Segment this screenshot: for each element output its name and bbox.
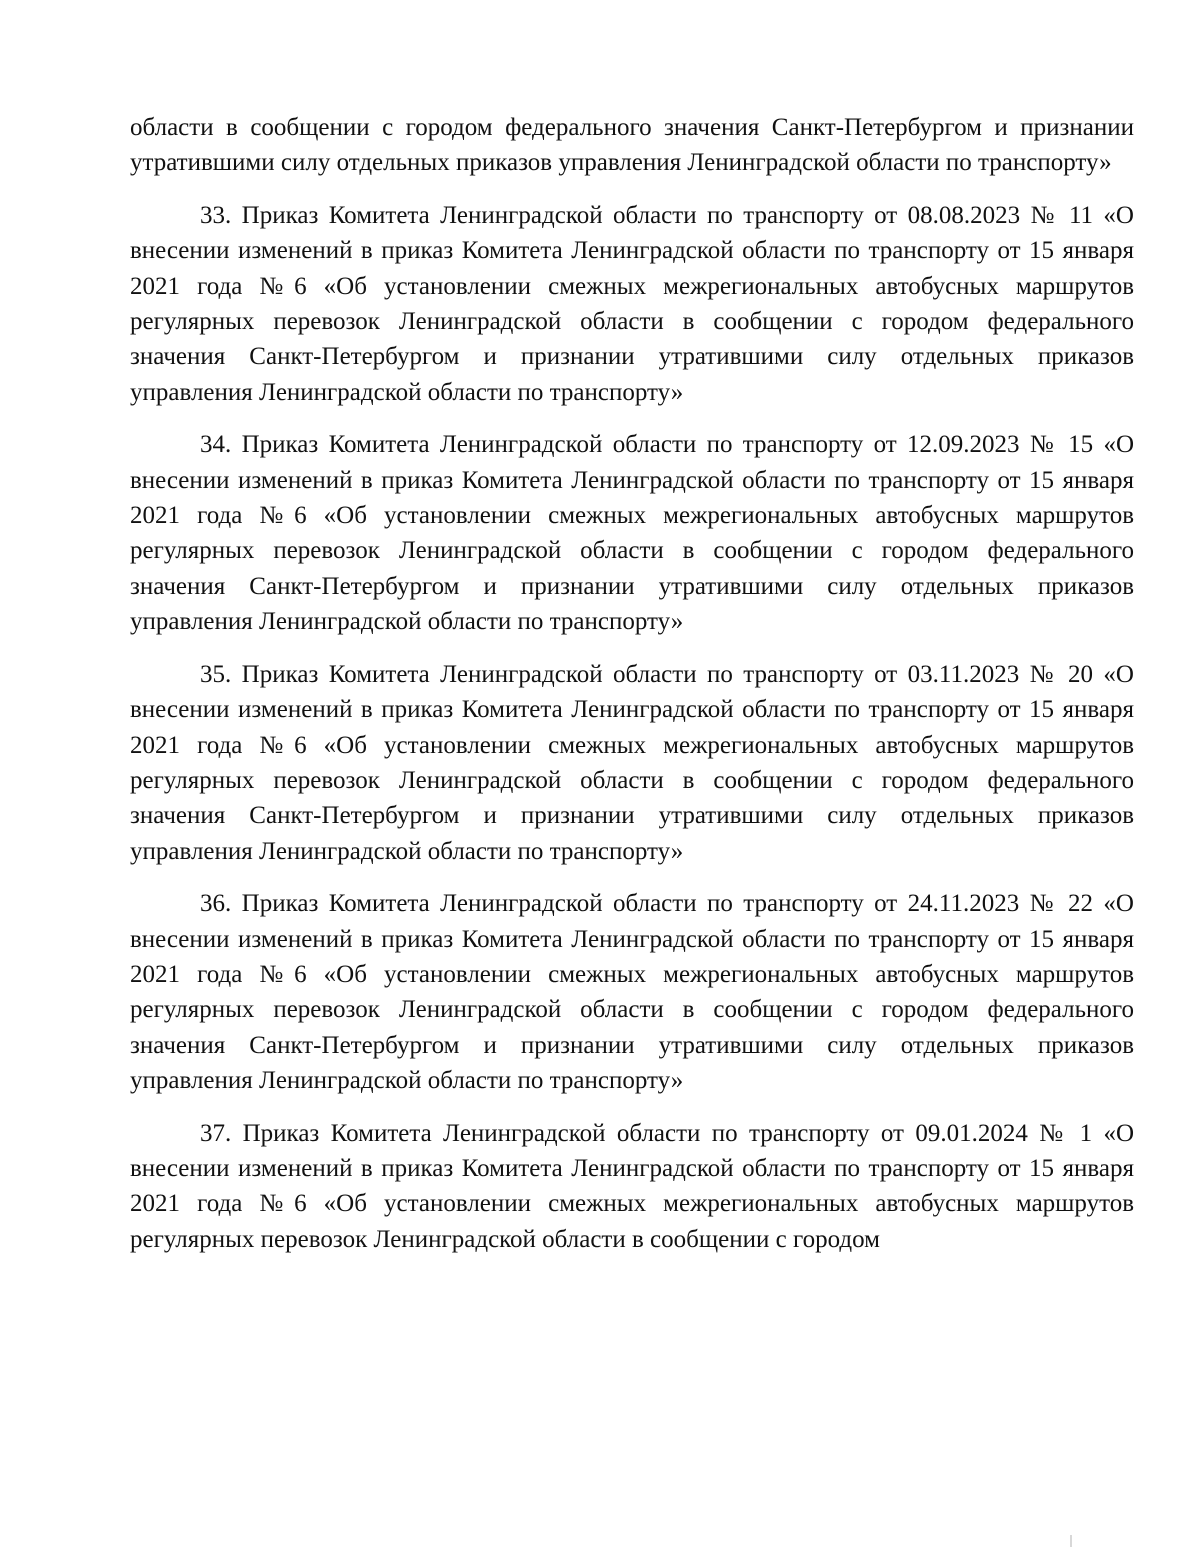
document-body: [130, 110, 1134, 1274]
list-item-37: 37. Приказ Комитета Ленинградской области по транспорту от 09.01.2024 № 1 «О внесении изменений в приказ Комитета Ленинградской области по транспорту от 15 января 2021 года №6 «Об установлении смежных межрегиональных автобусных маршрутов регулярных перевозок Ленинградской области в сообщении с городом: [130, 1119, 1134, 1253]
list-item-33: 33. Приказ Комитета Ленинградской области по транспорту от 08.08.2023 № 11 «О внесении изменений в приказ Комитета Ленинградской области по транспорту от 15 января 2021 года №6 «Об установлении смежных межрегиональных автобусных маршрутов регулярных перевозок Ленинградской области в сообщении с городом федерального значения Санкт-Петербургом и признании утратившими силу отдельных приказов управления Ленинградской области по транспорту»: [130, 201, 1134, 406]
list-item-35: 35. Приказ Комитета Ленинградской области по транспорту от 03.11.2023 № 20 «О внесении изменений в приказ Комитета Ленинградской области по транспорту от 15 января 2021 года №6 «Об установлении смежных межрегиональных автобусных маршрутов регулярных перевозок Ленинградской области в сообщении с городом федерального значения Санкт-Петербургом и признании утратившими силу отдельных приказов управления Ленинградской области по транспорту»: [130, 660, 1134, 865]
scan-artifact-mark: [1070, 1535, 1072, 1547]
list-item-34: 34. Приказ Комитета Ленинградской области по транспорту от 12.09.2023 № 15 «О внесении изменений в приказ Комитета Ленинградской области по транспорту от 15 января 2021 года №6 «Об установлении смежных межрегиональных автобусных маршрутов регулярных перевозок Ленинградской области в сообщении с городом федерального значения Санкт-Петербургом и признании утратившими силу отдельных приказов управления Ленинградской области по транспорту»: [130, 431, 1134, 636]
list-item-36: 36. Приказ Комитета Ленинградской области по транспорту от 24.11.2023 № 22 «О внесении изменений в приказ Комитета Ленинградской области по транспорту от 15 января 2021 года №6 «Об установлении смежных межрегиональных автобусных маршрутов регулярных перевозок Ленинградской области в сообщении с городом федерального значения Санкт-Петербургом и признании утратившими силу отдельных приказов управления Ленинградской области по транспорту»: [130, 890, 1134, 1095]
paragraph-continuation: области в сообщении с городом федерального значения Санкт-Петербургом и признании утратившими силу отдельных приказов управления Ленинградской области по транспорту»: [130, 114, 1134, 177]
